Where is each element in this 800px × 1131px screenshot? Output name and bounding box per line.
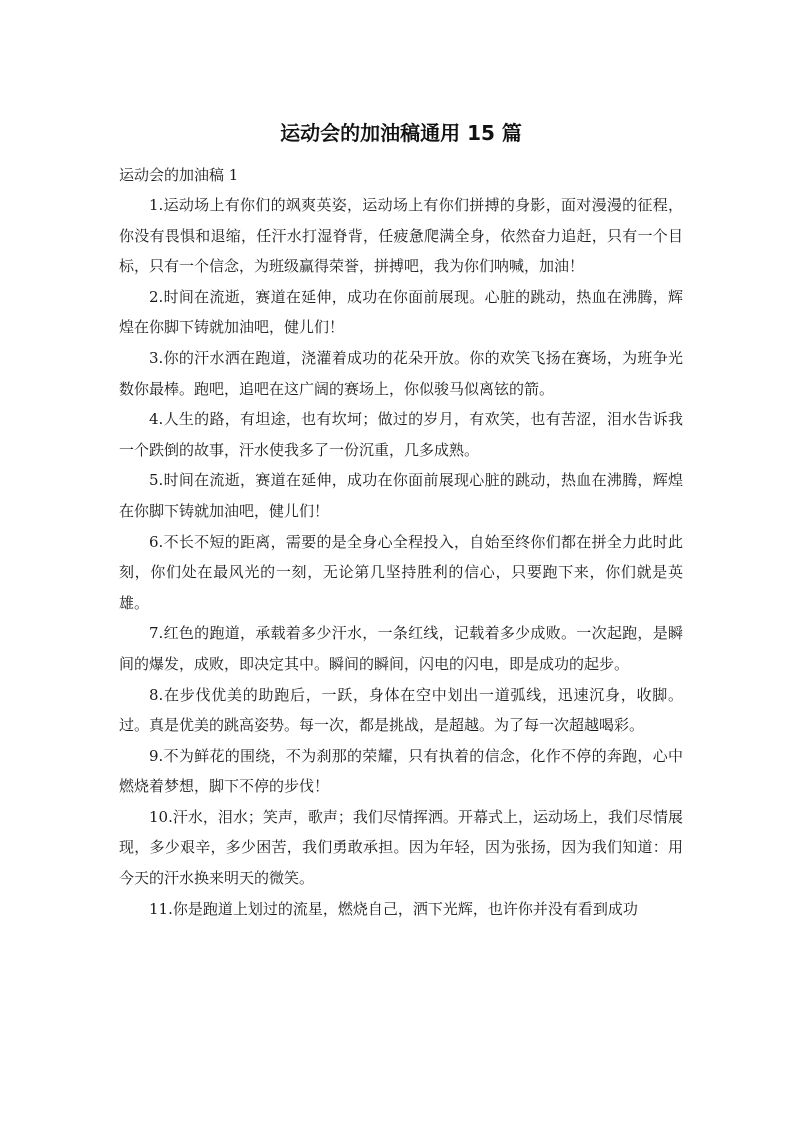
paragraph-5: 5.时间在流逝，赛道在延伸，成功在你面前展现心脏的跳动，热血在沸腾，辉煌在你脚下铸就加油吧，健儿们！ — [119, 471, 683, 520]
paragraph-4: 4.人生的路，有坦途，也有坎坷；做过的岁月，有欢笑，也有苦涩，泪水告诉我一个跌倒的故事，汗水使我多了一份沉重，几多成熟。 — [119, 410, 683, 459]
section-heading: 运动会的加油稿 1 — [119, 166, 239, 184]
paragraph-6: 6.不长不短的距离，需要的是全身心全程投入，自始至终你们都在拼全力此时此刻，你们处在最风光的一刻，无论第几坚持胜利的信心，只要跑下来，你们就是英雄。 — [119, 532, 683, 612]
paragraph-3: 3.你的汗水洒在跑道，浇灌着成功的花朵开放。你的欢笑飞扬在赛场，为班争光数你最棒。跑吧，追吧在这广阔的赛场上，你似骏马似离铉的箭。 — [119, 348, 683, 398]
paragraph-11: 11.你是跑道上划过的流星，燃烧自己，洒下光辉，也许你并没有看到成功 — [149, 899, 638, 918]
document-title: 运动会的加油稿通用 15 篇 — [280, 121, 522, 145]
paragraph-7: 7.红色的跑道，承载着多少汗水，一条红线，记载着多少成败。一次起跑，是瞬间的爆发，成败，即决定其中。瞬间的瞬间，闪电的闪电，即是成功的起步。 — [119, 624, 683, 673]
document-page — [119, 118, 683, 924]
paragraph-2: 2.时间在流逝，赛道在延伸，成功在你面前展现。心脏的跳动，热血在沸腾，辉煌在你脚下铸就加油吧，健儿们！ — [119, 287, 683, 337]
paragraph-8: 8.在步伐优美的助跑后，一跃，身体在空中划出一道弧线，迅速沉身，收脚。过。真是优美的跳高姿势。每一次，都是挑战，是超越。为了每一次超越喝彩。 — [119, 685, 683, 735]
paragraph-10: 10.汗水，泪水；笑声，歌声；我们尽情挥洒。开幕式上，运动场上，我们尽情展现，多少艰辛，多少困苦，我们勇敢承担。因为年轻，因为张扬，因为我们知道：用今天的汗水换来明天的微笑。 — [119, 807, 683, 888]
paragraph-9: 9.不为鲜花的围绕，不为刹那的荣耀，只有执着的信念，化作不停的奔跑，心中燃烧着梦想，脚下不停的步伐！ — [119, 746, 683, 796]
paragraph-1: 1.运动场上有你们的飒爽英姿，运动场上有你们拼搏的身影，面对漫漫的征程，你没有畏惧和退缩，任汗水打湿脊背，任疲惫爬满全身，依然奋力追赶，只有一个目标，只有一个信念，为班级赢得荣誉，拼搏吧，我为你们呐喊，加油！ — [119, 196, 683, 276]
